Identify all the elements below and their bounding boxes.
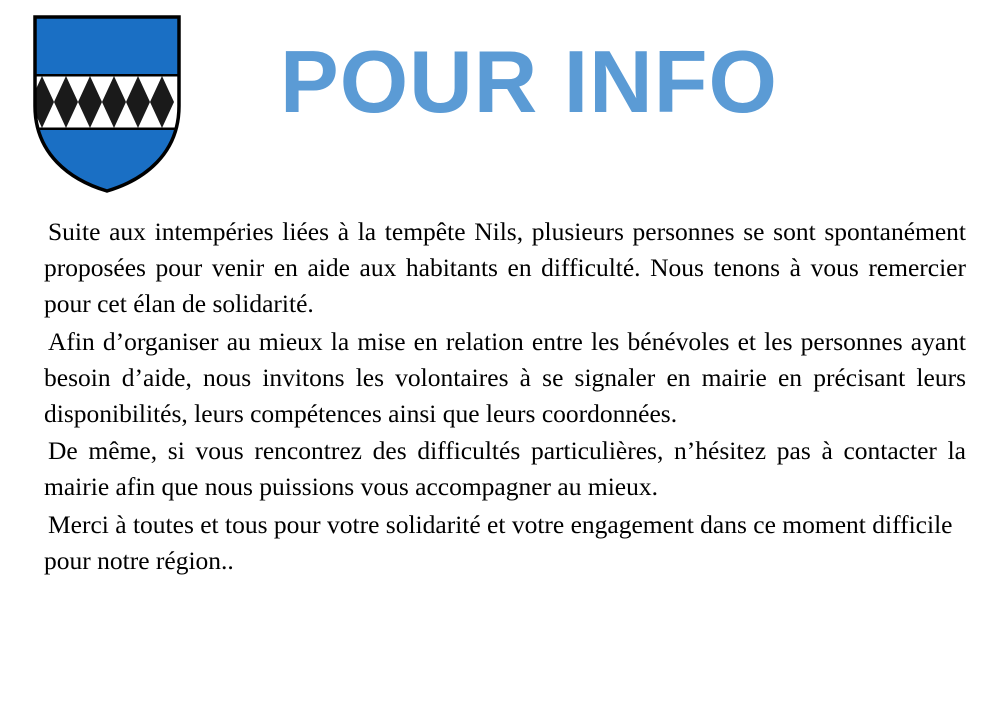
page-title: POUR INFO [280,32,778,131]
document-header [0,0,1002,200]
coat-of-arms-icon [32,14,182,194]
paragraph: De même, si vous rencontrez des difficultés particulières, n’hésitez pas à contacter la mairie afin que nous puissions vous accompagner au mieux. [44,436,966,502]
paragraph: Afin d’organiser au mieux la mise en relation entre les bénévoles et les personnes ayant besoin d’aide, nous invitons les volontaires à se signaler en mairie en précisant leurs disponibilités, leurs compétences ainsi que leurs coordonnées. [44,326,966,429]
document-body [44,214,966,580]
paragraph: Merci à toutes et tous pour votre solidarité et votre engagement dans ce moment difficile pour notre région.. [44,509,953,575]
paragraph: Suite aux intempéries liées à la tempête Nils, plusieurs personnes se sont spontanément proposées pour venir en aide aux habitants en difficulté. Nous tenons à vous remercier pour cet élan de solidarité. [44,217,966,319]
